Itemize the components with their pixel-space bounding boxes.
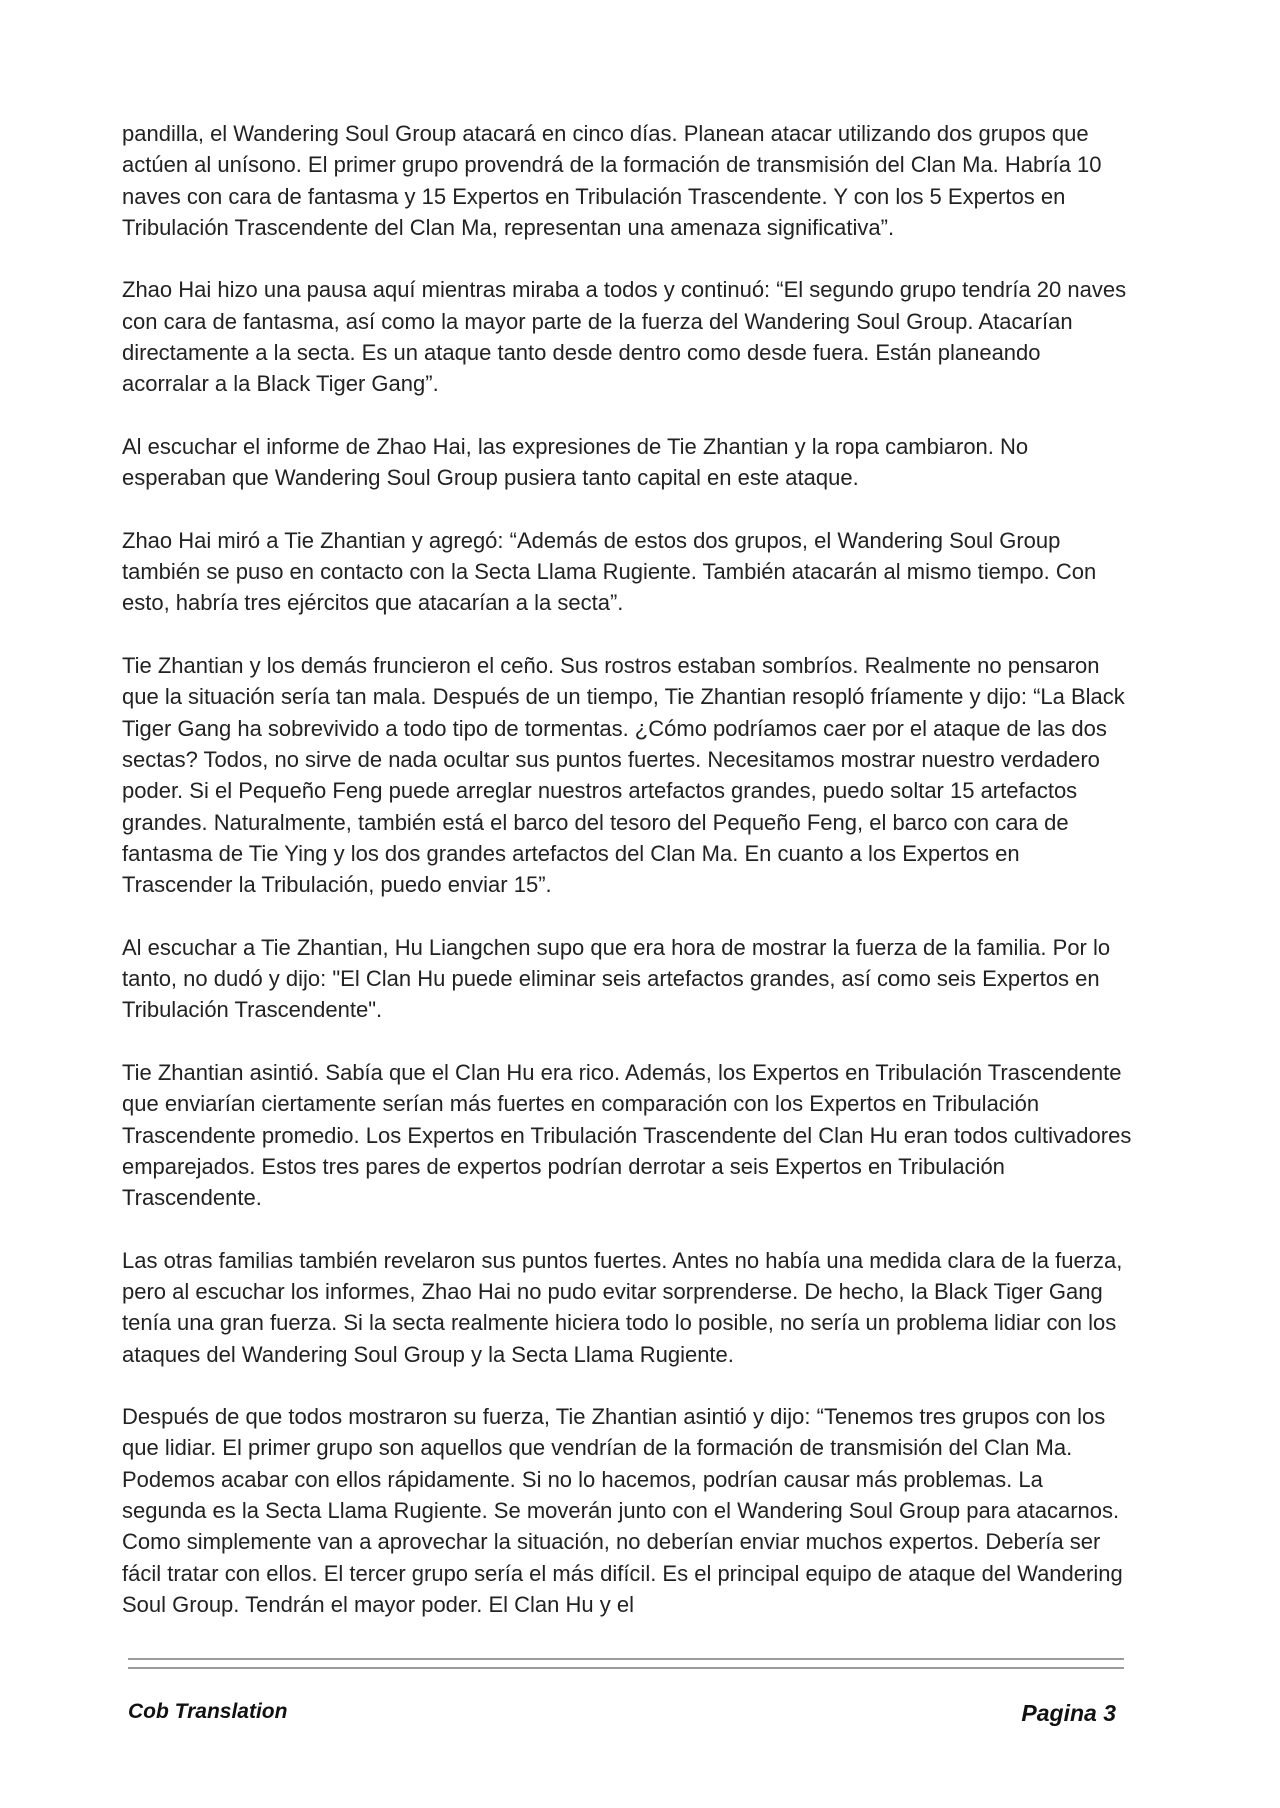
paragraph-7: Tie Zhantian asintió. Sabía que el Clan Hu era rico. Además, los Expertos en Tribulación Trascendente que enviarían ciertamente serían más fuertes en comparación con los Expertos en Tribulación Trascendente promedio. Los Expertos en Tribulación Trascendente del Clan Hu eran todos cultivadores emparejados. Estos tres pares de expertos podrían derrotar a seis Expertos en Tribulación Trascendente.: [122, 1059, 1132, 1211]
paragraph-2: Zhao Hai hizo una pausa aquí mientras miraba a todos y continuó: “El segundo grupo tendría 20 naves con cara de fantasma, así como la mayor parte de la fuerza del Wandering Soul Group. Atacarían directamente a la secta. Es un ataque tanto desde dentro como desde fuera. Están planeando acorralar a la Black Tiger Gang”.: [122, 277, 1127, 397]
paragraph-4: Zhao Hai miró a Tie Zhantian y agregó: “Además de estos dos grupos, el Wandering Soul Group también se puso en contacto con la Secta Llama Rugiente. También atacarán al mismo tiempo. Con esto, habría tres ejércitos que atacarían a la secta”.: [122, 527, 1097, 616]
footer-translator-credit: Cob Translation: [128, 1700, 288, 1723]
footer-page-number: Pagina 3: [1021, 1700, 1116, 1726]
paragraph-3: Al escuchar el informe de Zhao Hai, las expresiones de Tie Zhantian y la ropa cambiaron. No esperaban que Wandering Soul Group pusiera tanto capital en este ataque.: [122, 433, 1029, 491]
paragraph-1: pandilla, el Wandering Soul Group atacará en cinco días. Planean atacar utilizando dos grupos que actúen al unísono. El primer grupo provendrá de la formación de transmisión del Clan Ma. Habría 10 naves con cara de fantasma y 15 Expertos en Tribulación Trascendente. Y con los 5 Expertos en Tribulación Trascendente del Clan Ma, representan una amenaza significativa”.: [122, 121, 1102, 240]
footer-rule-bottom: [128, 1667, 1124, 1669]
footer-rule-top: [128, 1658, 1124, 1660]
paragraph-6: Al escuchar a Tie Zhantian, Hu Liangchen supo que era hora de mostrar la fuerza de la familia. Por lo tanto, no dudó y dijo: "El Clan Hu puede eliminar seis artefactos grandes, así como seis Expertos en Tribulación Trascendente".: [122, 934, 1111, 1023]
body-text: [122, 118, 1132, 1652]
paragraph-9: Después de que todos mostraron su fuerza, Tie Zhantian asintió y dijo: “Tenemos tres grupos con los que lidiar. El primer grupo son aquellos que vendrían de la formación de transmisión del Clan Ma. Podemos acabar con ellos rápidamente. Si no lo hacemos, podrían causar más problemas. La segunda es la Secta Llama Rugiente. Se moverán junto con el Wandering Soul Group para atacarnos. Como simplemente van a aprovechar la situación, no deberían enviar muchos expertos. Debería ser fácil tratar con ellos. El tercer grupo sería el más difícil. Es el principal equipo de ataque del Wandering Soul Group. Tendrán el mayor poder. El Clan Hu y el: [122, 1404, 1123, 1617]
paragraph-8: Las otras familias también revelaron sus puntos fuertes. Antes no había una medida clara de la fuerza, pero al escuchar los informes, Zhao Hai no pudo evitar sorprenderse. De hecho, la Black Tiger Gang tenía una gran fuerza. Si la secta realmente hiciera todo lo posible, no sería un problema lidiar con los ataques del Wandering Soul Group y la Secta Llama Rugiente.: [122, 1247, 1123, 1367]
footer-divider: [128, 1658, 1124, 1669]
paragraph-5: Tie Zhantian y los demás fruncieron el ceño. Sus rostros estaban sombríos. Realmente no pensaron que la situación sería tan mala. Después de un tiempo, Tie Zhantian resopló fríamente y dijo: “La Black Tiger Gang ha sobrevivido a todo tipo de tormentas. ¿Cómo podríamos caer por el ataque de las dos sectas? Todos, no sirve de nada ocultar sus puntos fuertes. Necesitamos mostrar nuestro verdadero poder. Si el Pequeño Feng puede arreglar nuestros artefactos grandes, puedo soltar 15 artefactos grandes. Naturalmente, también está el barco del tesoro del Pequeño Feng, el barco con cara de fantasma de Tie Ying y los dos grandes artefactos del Clan Ma. En cuanto a los Expertos en Trascender la Tribulación, puedo enviar 15”.: [122, 653, 1125, 898]
